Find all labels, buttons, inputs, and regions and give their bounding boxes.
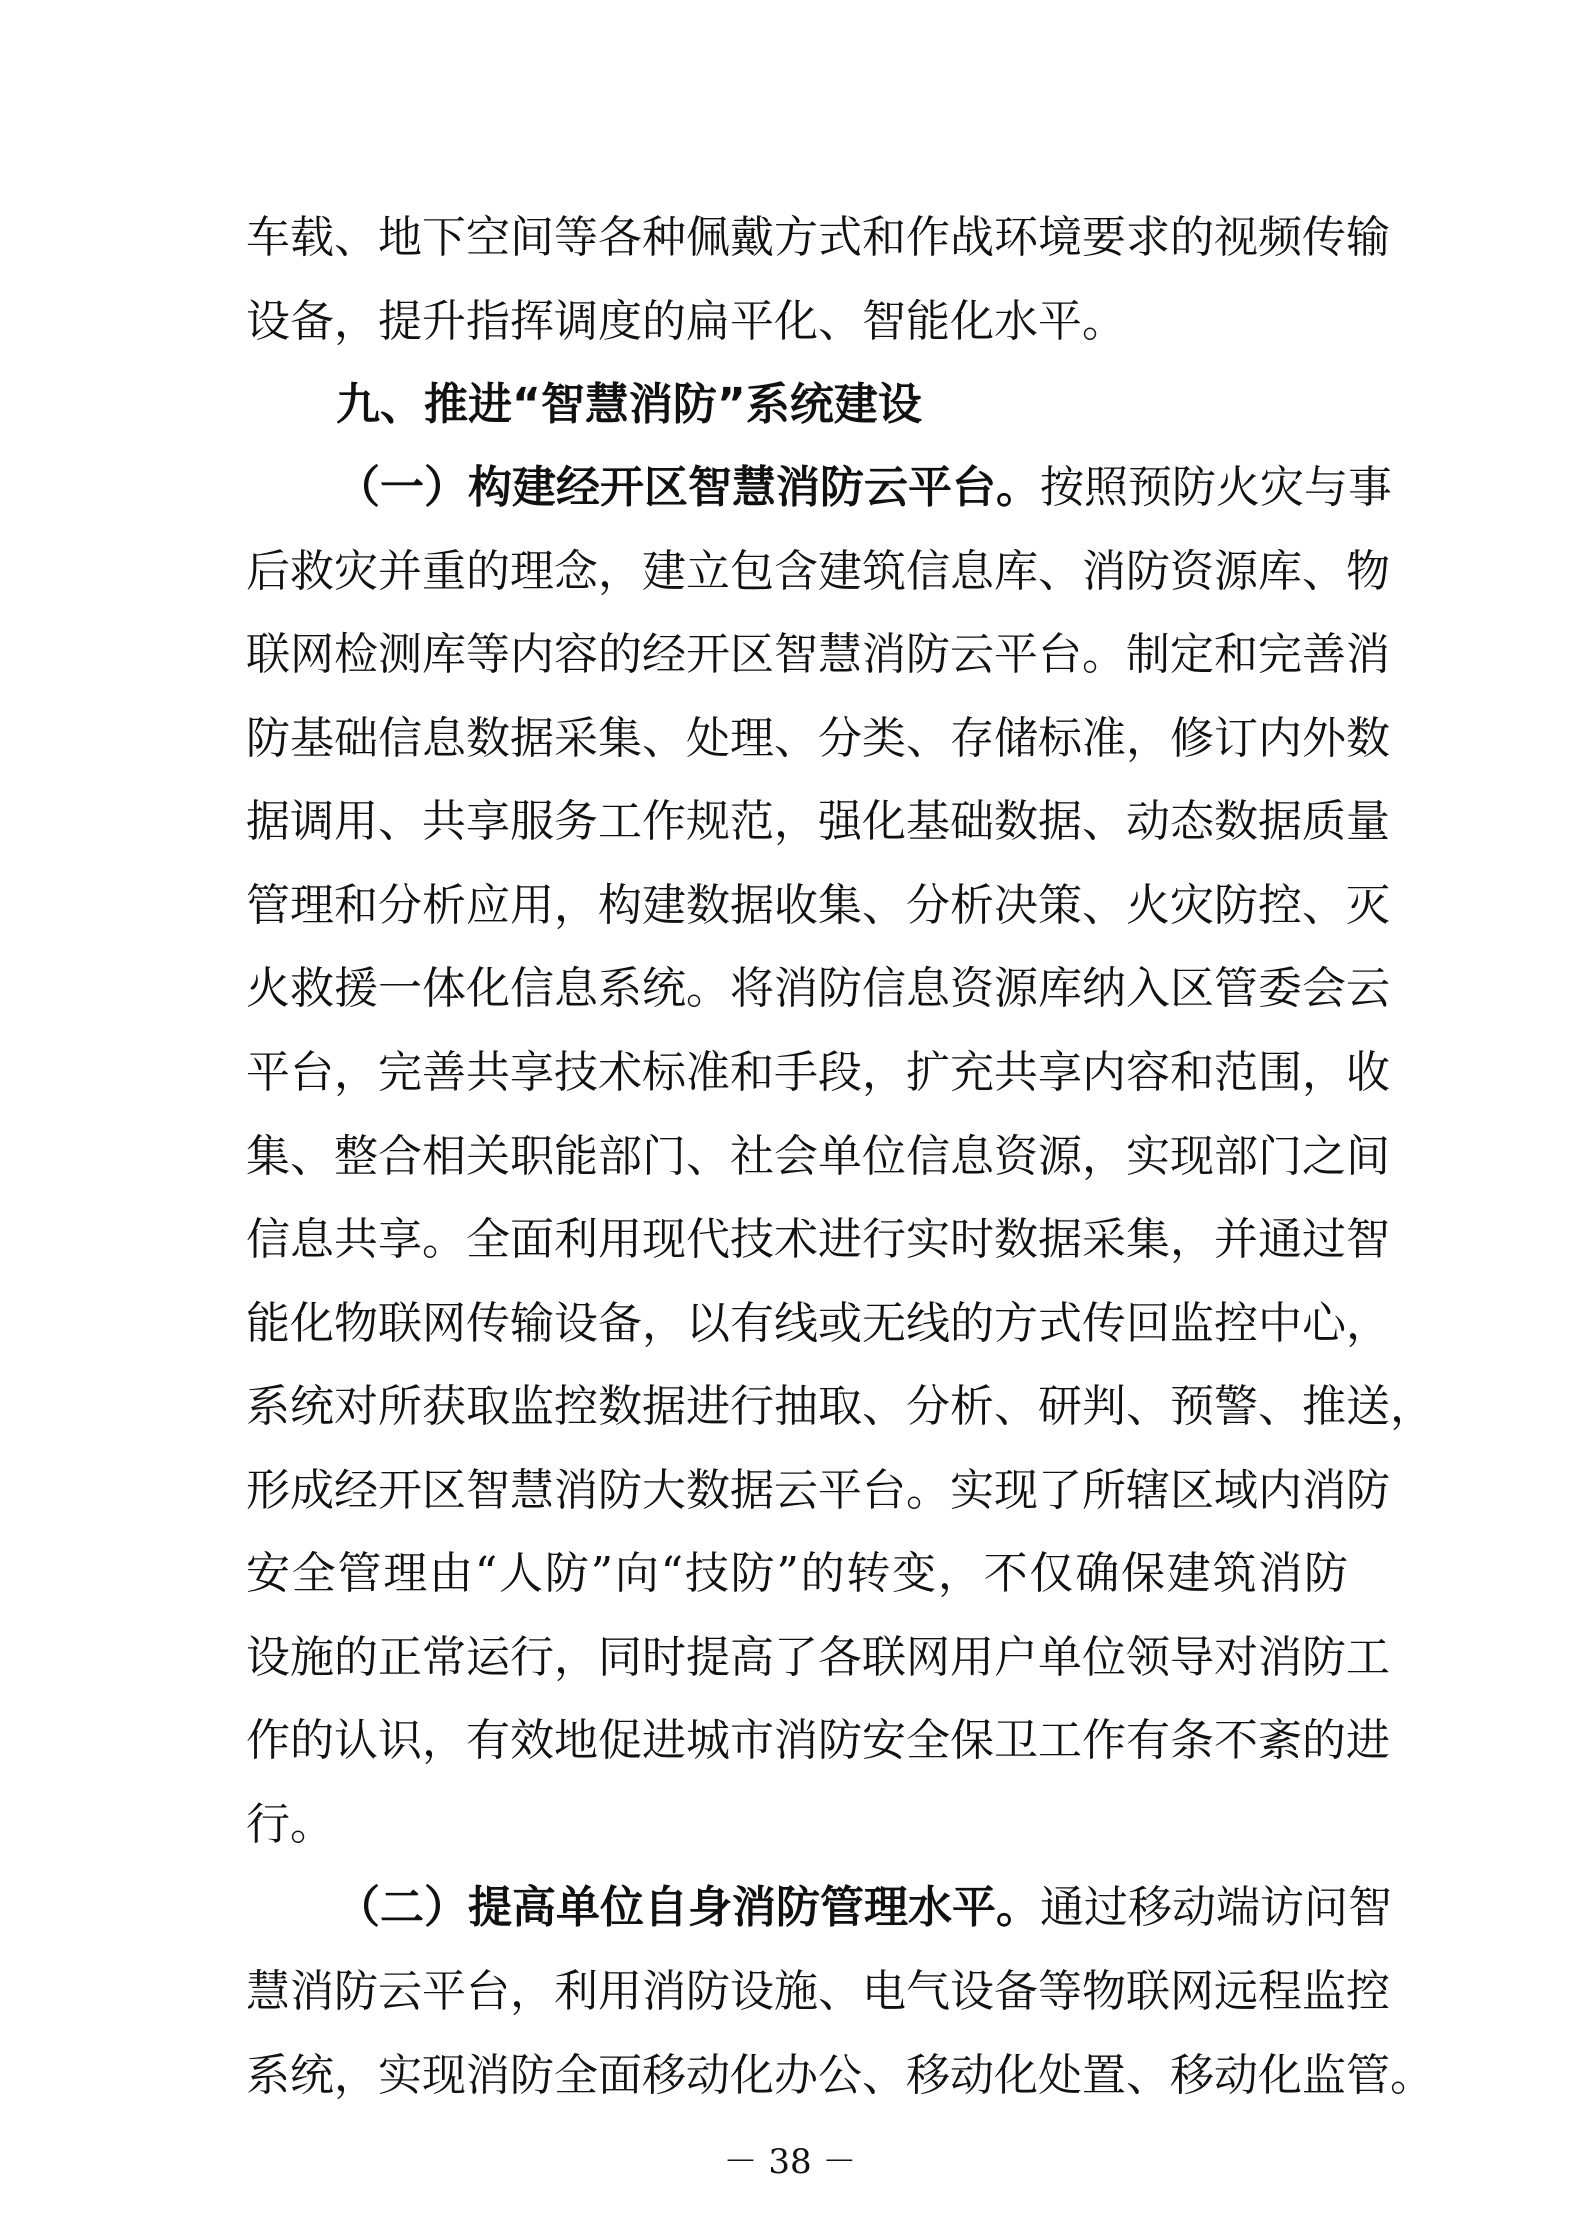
section-heading: 九、推进“智慧消防”系统建设 [336,379,922,430]
text-line-18: 设施的正常运行，同时提高了各联网用户单位领导对消防工 [246,1632,1390,1683]
text-line-7: 防基础信息数据采集、处理、分类、存储标准，修订内外数 [246,713,1390,764]
text-line-17: 安全管理由“人防”向“技防”的转变，不仅确保建筑消防 [246,1548,1348,1599]
text-line-15: 系统对所获取监控数据进行抽取、分析、研判、预警、推送， [246,1381,1434,1432]
text-line-5: 后救灾并重的理念，建立包含建筑信息库、消防资源库、物 [246,546,1390,597]
text-line-8: 据调用、共享服务工作规范，强化基础数据、动态数据质量 [246,796,1390,847]
text-line-12: 集、整合相关职能部门、社会单位信息资源，实现部门之间 [246,1131,1390,1182]
text-line-14: 能化物联网传输设备，以有线或无线的方式传回监控中心， [246,1298,1390,1349]
paragraph-1-text-start: 按照预防火灾与事 [1040,462,1392,513]
paragraph-2-heading: （二）提高单位自身消防管理水平。 [336,1882,1040,1933]
text-line-19: 作的认识，有效地促进城市消防安全保卫工作有条不紊的进 [246,1715,1390,1766]
text-line-23: 系统，实现消防全面移动化办公、移动化处置、移动化监管。 [246,2050,1434,2101]
text-line-20: 行。 [246,1799,334,1850]
text-line-2: 设备，提升指挥调度的扁平化、智能化水平。 [246,296,1126,347]
paragraph-2-first-line [336,1866,1392,1950]
text-line-1: 车载、地下空间等各种佩戴方式和作战环境要求的视频传输 [246,212,1390,263]
text-line-11: 平台，完善共享技术标准和手段，扩充共享内容和范围，收 [246,1047,1390,1098]
paragraph-2-text-start: 通过移动端访问智 [1040,1882,1392,1933]
text-line-13: 信息共享。全面利用现代技术进行实时数据采集，并通过智 [246,1214,1390,1265]
text-line-22: 慧消防云平台，利用消防设施、电气设备等物联网远程监控 [246,1966,1390,2017]
page-number: － 38 － [723,2142,857,2182]
paragraph-1-first-line [336,446,1392,530]
text-line-6: 联网检测库等内容的经开区智慧消防云平台。制定和完善消 [246,629,1390,680]
text-line-10: 火救援一体化信息系统。将消防信息资源库纳入区管委会云 [246,963,1390,1014]
text-line-16: 形成经开区智慧消防大数据云平台。实现了所辖区域内消防 [246,1465,1390,1516]
text-line-9: 管理和分析应用，构建数据收集、分析决策、火灾防控、灭 [246,880,1390,931]
paragraph-1-heading: （一）构建经开区智慧消防云平台。 [336,462,1040,513]
